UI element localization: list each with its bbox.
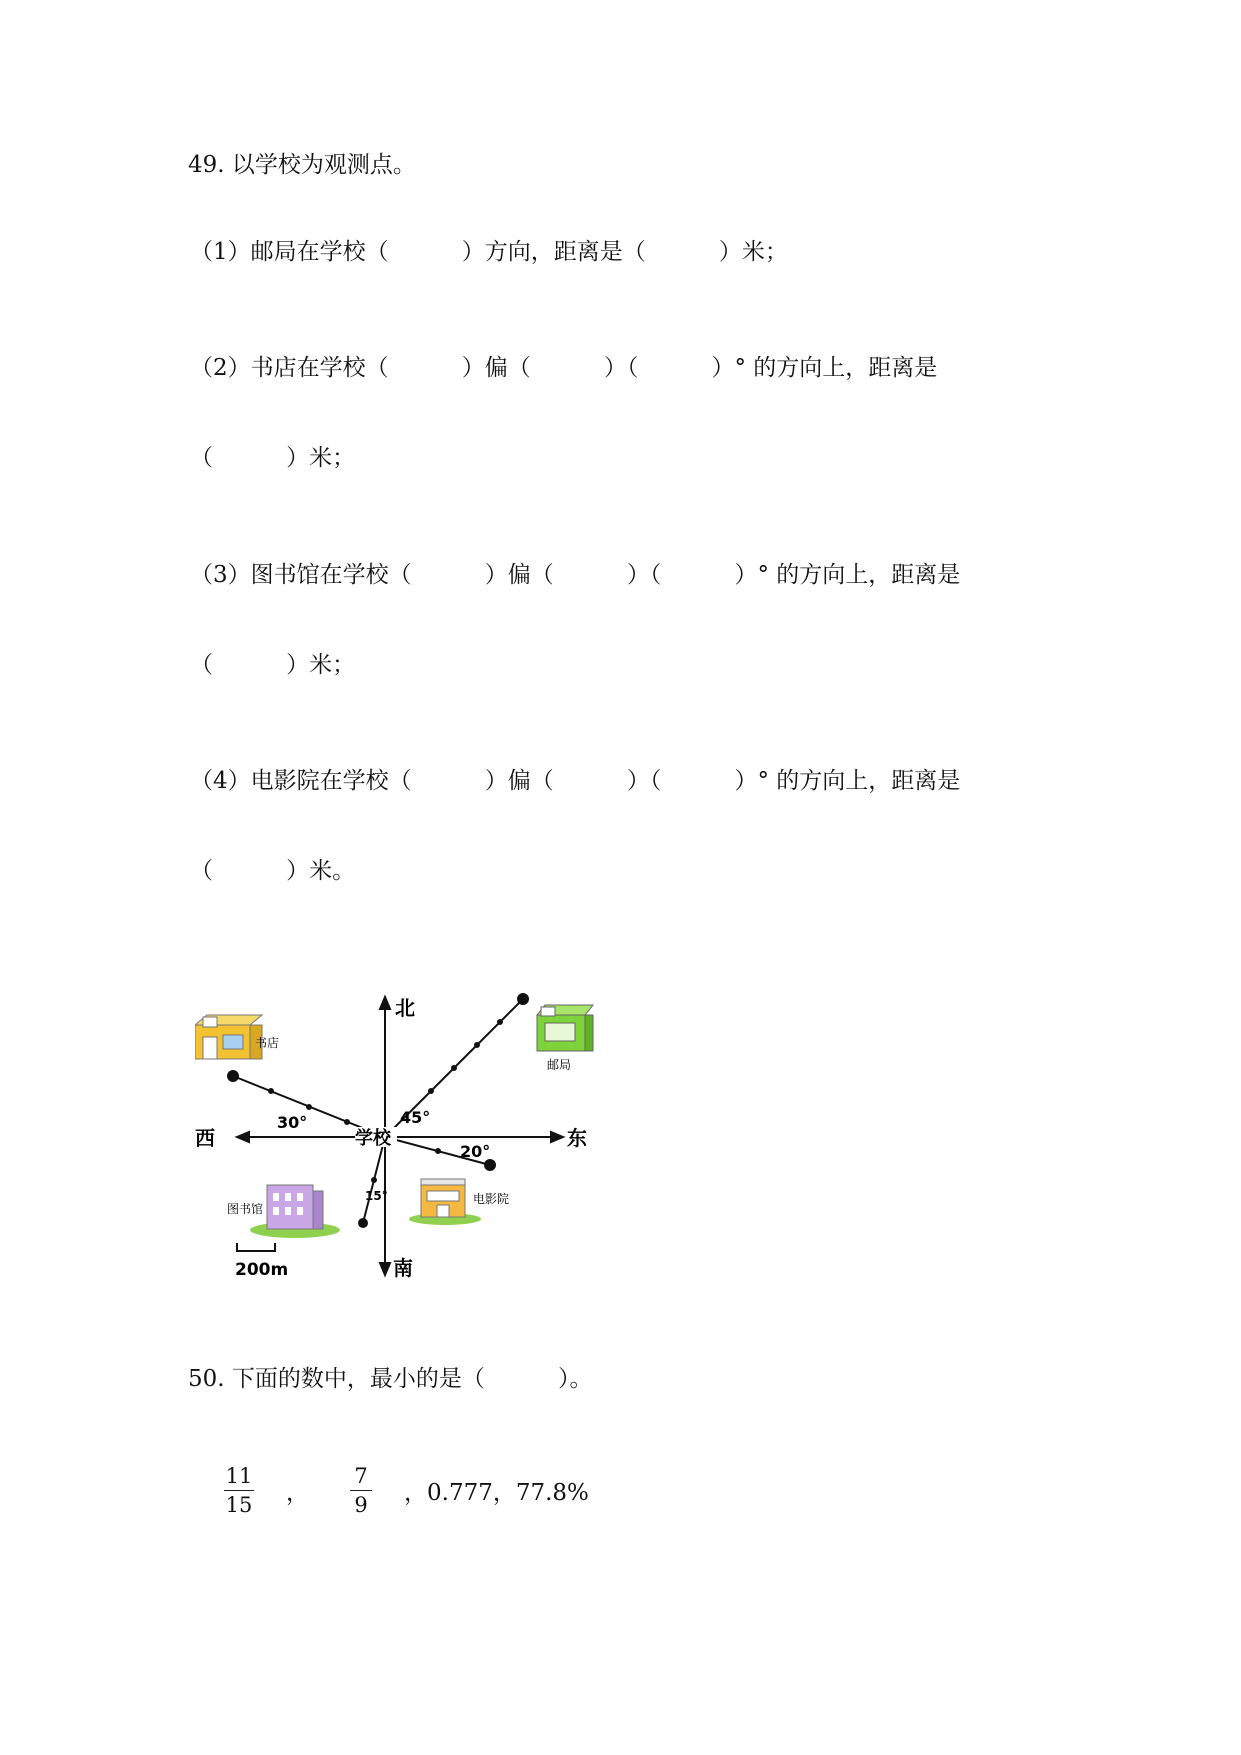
q50-numbers: ，0.777，77.8% bbox=[404, 1480, 589, 1506]
scale-bar bbox=[237, 1243, 275, 1251]
q49-part2: （2）书店在学校（ ）偏（ ）（ ）° 的方向上，距离是 bbox=[190, 355, 938, 381]
north-arrow-icon bbox=[380, 997, 390, 1009]
fraction-numerator: 11 bbox=[225, 1464, 253, 1488]
q49-part4: （4）电影院在学校（ ）偏（ ）（ ）° 的方向上，距离是 bbox=[190, 768, 961, 794]
fraction-denominator: 15 bbox=[225, 1493, 253, 1517]
bookstore-label: 书店 bbox=[255, 1036, 280, 1050]
fraction-numerator: 7 bbox=[354, 1464, 368, 1488]
library-building-icon bbox=[250, 1185, 340, 1238]
q49-part3: （3）图书馆在学校（ ）偏（ ）（ ）° 的方向上，距离是 bbox=[190, 562, 961, 588]
east-label: 东 bbox=[567, 1126, 587, 1150]
q49-title: 49. 以学校为观测点。 bbox=[188, 152, 416, 178]
separator: ， bbox=[286, 1480, 309, 1506]
direction-map bbox=[195, 985, 635, 1285]
library-point bbox=[359, 1219, 367, 1227]
east-arrow-icon bbox=[551, 1132, 563, 1142]
library-label: 图书馆 bbox=[227, 1202, 264, 1216]
west-arrow-icon bbox=[237, 1132, 249, 1142]
post-office-point bbox=[518, 994, 528, 1004]
cinema-building-icon bbox=[409, 1179, 481, 1225]
post-office-building-icon bbox=[537, 1005, 593, 1051]
fraction-7-9 bbox=[350, 1464, 372, 1517]
angle-post-office: 45° bbox=[400, 1108, 431, 1127]
school-label: 学校 bbox=[355, 1128, 391, 1149]
cinema-point bbox=[485, 1160, 495, 1170]
fraction-11-15 bbox=[224, 1464, 254, 1517]
south-arrow-icon bbox=[380, 1263, 390, 1275]
q49-part1: （1）邮局在学校（ ）方向，距离是（ ）米； bbox=[190, 239, 788, 265]
bookstore-building-icon bbox=[195, 1015, 262, 1059]
west-label: 西 bbox=[195, 1126, 215, 1150]
q49-part4-cont: （ ）米。 bbox=[190, 858, 356, 884]
q49-part3-cont: （ ）米； bbox=[190, 652, 356, 678]
angle-cinema: 20° bbox=[460, 1142, 491, 1161]
q49-part2-cont: （ ）米； bbox=[190, 445, 356, 471]
north-label: 北 bbox=[395, 996, 415, 1020]
angle-library: 15° bbox=[365, 1189, 388, 1203]
cinema-label: 电影院 bbox=[473, 1192, 510, 1206]
bookstore-point bbox=[228, 1071, 238, 1081]
scale-label: 200m bbox=[235, 1260, 289, 1280]
angle-bookstore: 30° bbox=[277, 1113, 308, 1132]
q50-title: 50. 下面的数中，最小的是（ ）。 bbox=[188, 1366, 593, 1392]
fraction-denominator: 9 bbox=[354, 1493, 368, 1517]
post-office-label: 邮局 bbox=[547, 1058, 572, 1072]
south-label: 南 bbox=[393, 1256, 413, 1280]
